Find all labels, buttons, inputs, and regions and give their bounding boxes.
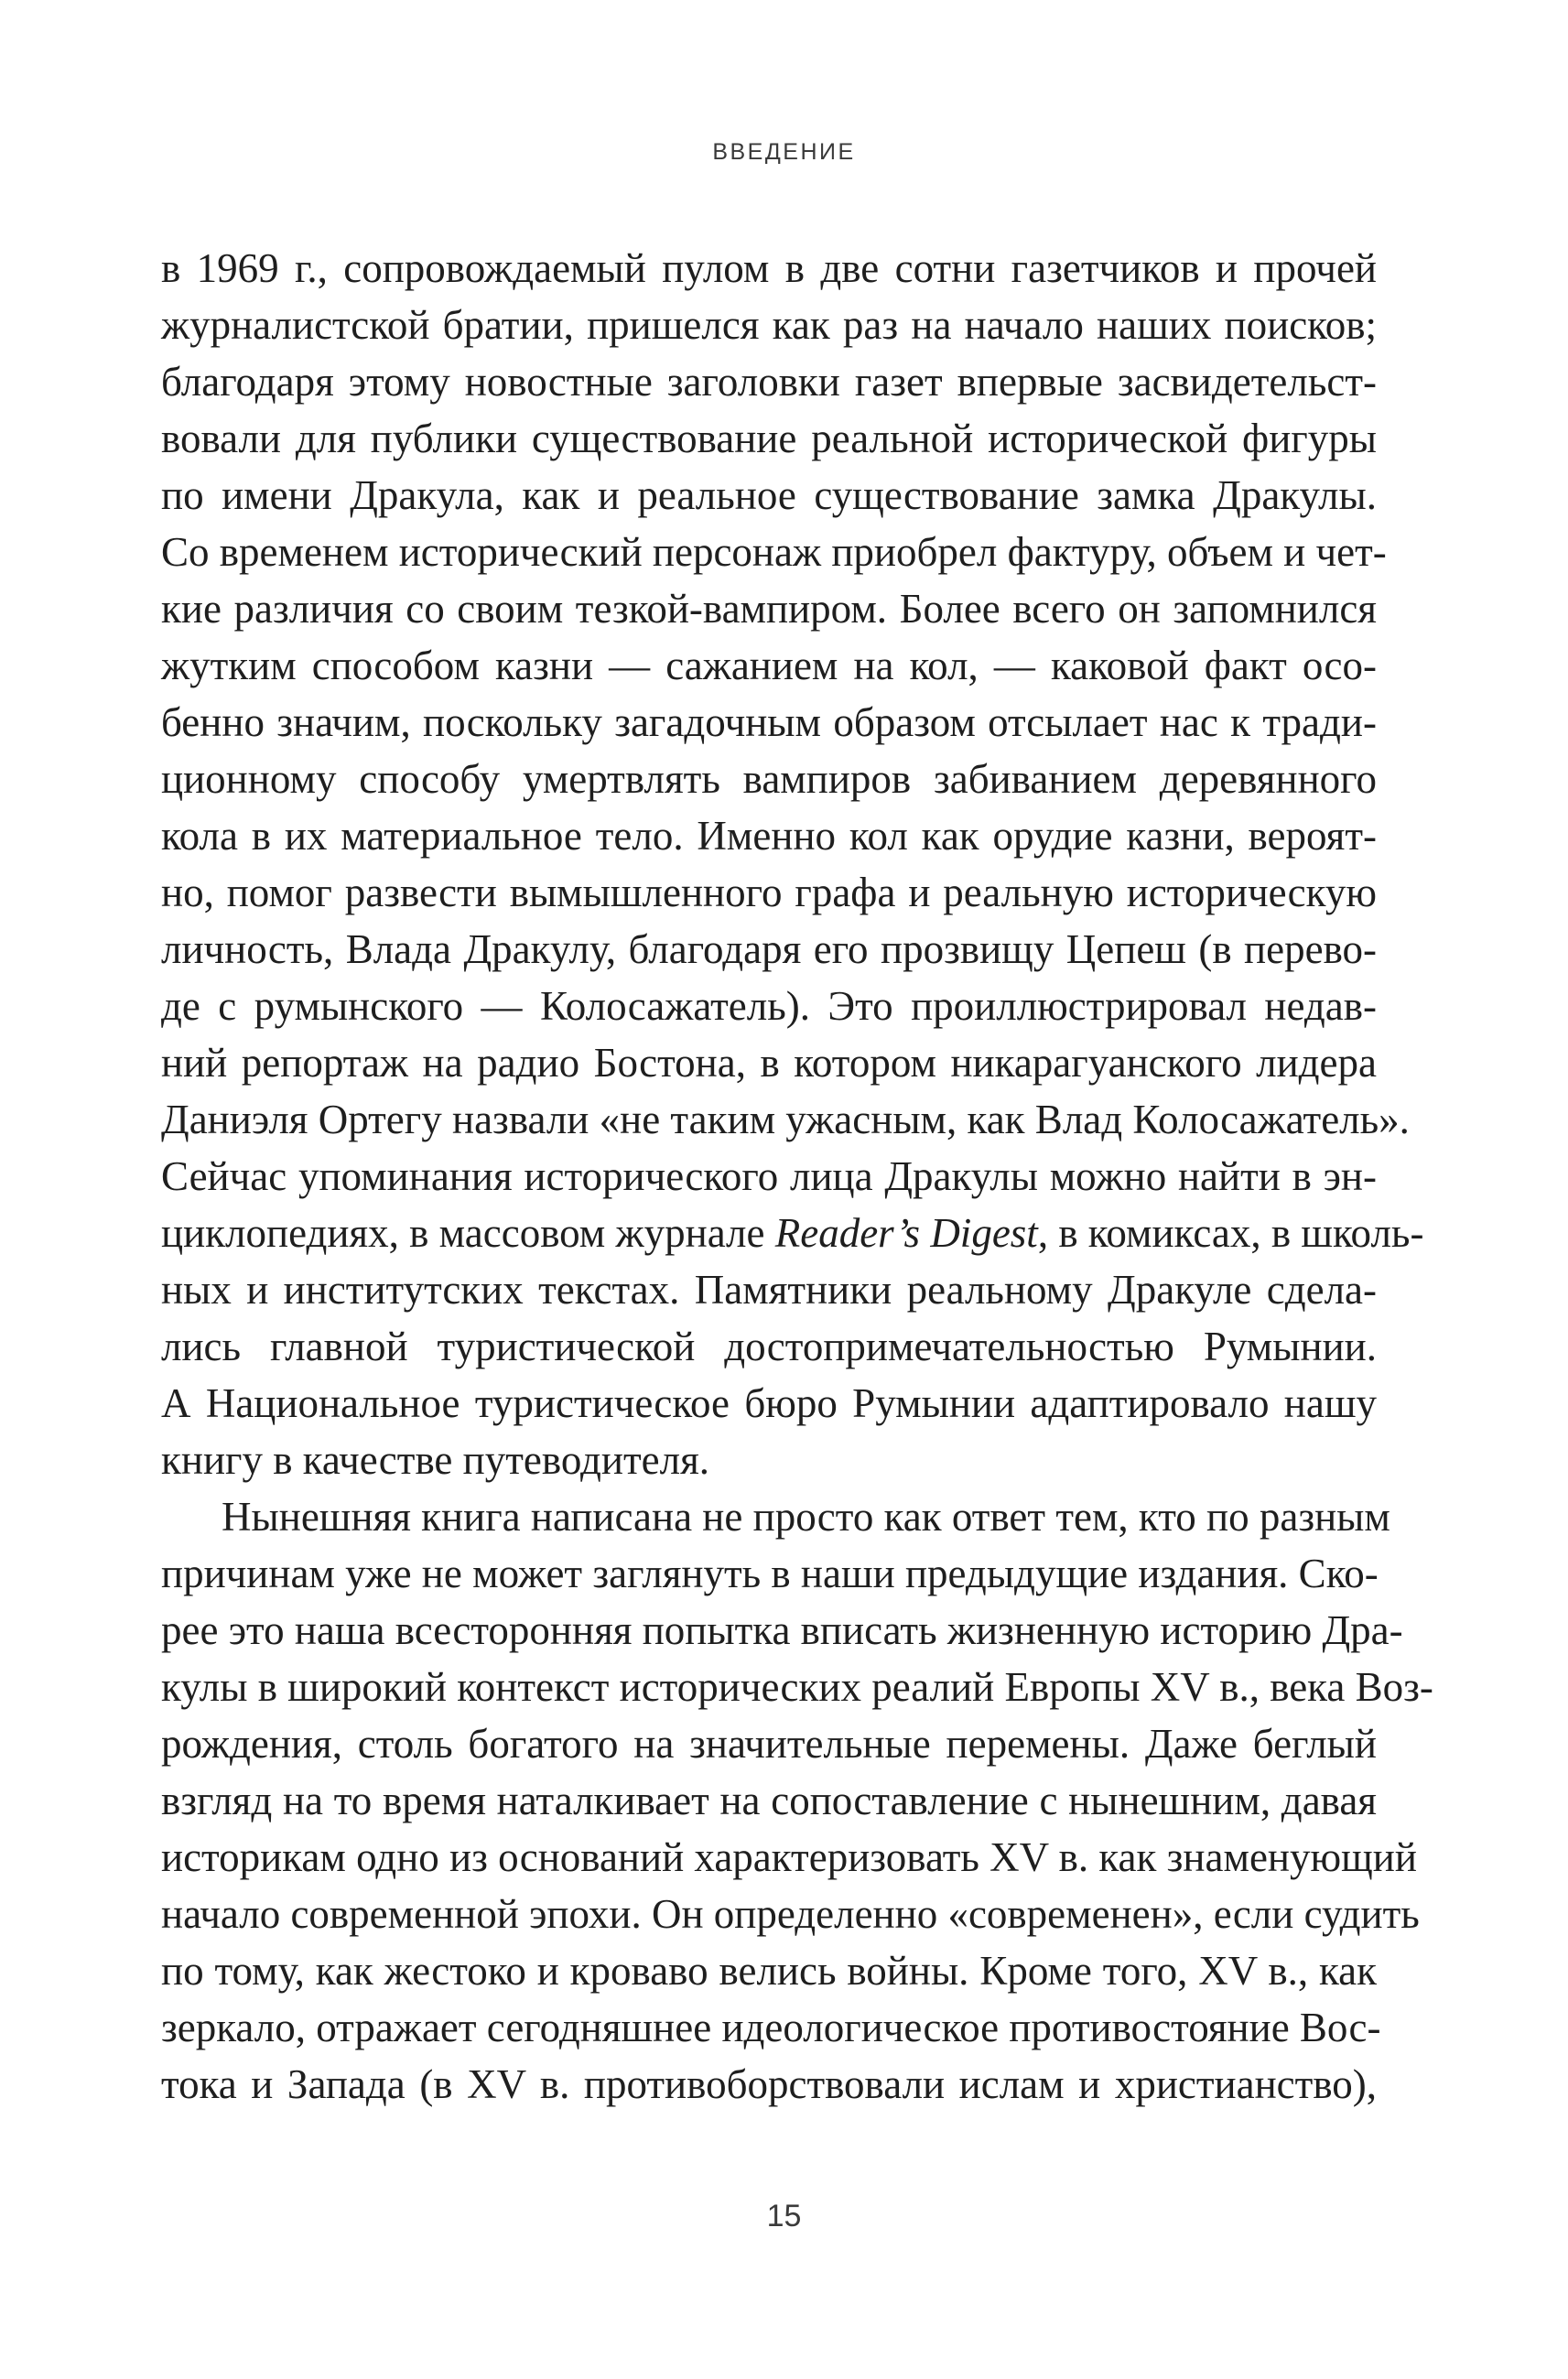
- text-line: по имени Дракула, как и реальное существование замка Дракулы.: [161, 472, 1377, 518]
- text-line: по тому, как жестоко и кроваво велись войны. Кроме того, XV в., как: [161, 1948, 1377, 1994]
- paragraph-2: [161, 1488, 1433, 2113]
- text-line: личность, Влада Дракулу, благодаря его прозвищу Цепеш (в перево-: [161, 926, 1377, 972]
- text-line: взгляд на то время наталкивает на сопоставление с нынешним, давая: [161, 1778, 1377, 1823]
- text-line: ний репортаж на радио Бостона, в котором никарагуанского лидера: [161, 1040, 1377, 1086]
- text-line: Сейчас упоминания исторического лица Дракулы можно найти в эн-: [161, 1153, 1377, 1199]
- text-run: циклопедиях, в массовом журнале: [161, 1210, 775, 1256]
- text-line: кулы в широкий контекст исторических реалий Европы XV в., века Воз-: [161, 1664, 1433, 1710]
- italic-title: Reader’s Digest: [774, 1210, 1038, 1256]
- paragraph-1: [161, 240, 1424, 1488]
- text-line: тока и Запада (в XV в. противоборствовали ислам и христианство),: [161, 2061, 1377, 2107]
- text-line: зеркало, отражает сегодняшнее идеологическое противостояние Вос-: [161, 2005, 1381, 2050]
- text-line: причинам уже не может заглянуть в наши предыдущие издания. Ско-: [161, 1551, 1379, 1596]
- running-head: ВВЕДЕНИЕ: [712, 139, 856, 165]
- text-line: А Национальное туристическое бюро Румынии адаптировало нашу: [161, 1380, 1377, 1426]
- text-line: рее это наша всесторонняя попытка вписать жизненную историю Дра-: [161, 1607, 1403, 1653]
- text-line: благодаря этому новостные заголовки газет впервые засвидетельст-: [161, 359, 1377, 405]
- text-line: ных и институтских текстах. Памятники реальному Дракуле сдела-: [161, 1267, 1377, 1313]
- text-line: книгу в качестве путеводителя.: [161, 1437, 710, 1483]
- text-run: , в комиксах, в школь-: [1037, 1210, 1424, 1256]
- text-line: начало современной эпохи. Он определенно «современен», если судить: [161, 1891, 1420, 1937]
- text-line: но, помог развести вымышленного графа и реальную историческую: [161, 870, 1377, 915]
- text-line: кие различия со своим тезкой-вампиром. Более всего он запомнился: [161, 586, 1377, 632]
- text-line: в 1969 г., сопровождаемый пулом в две сотни газетчиков и прочей: [161, 245, 1377, 291]
- text-line: [161, 1205, 1424, 1261]
- page-number: 15: [766, 2199, 802, 2233]
- text-line: журналистской братии, пришелся как раз на начало наших поисков;: [161, 302, 1377, 348]
- text-line: бенно значим, поскольку загадочным образом отсылает нас к тради-: [161, 699, 1377, 745]
- text-line: Нынешняя книга написана не просто как ответ тем, кто по разным: [222, 1494, 1390, 1540]
- text-line: де с румынского — Колосажатель). Это проиллюстрировал недав-: [161, 983, 1377, 1029]
- body-text: [161, 240, 1433, 2113]
- text-line: кола в их материальное тело. Именно кол как орудие казни, вероят-: [161, 813, 1377, 859]
- text-line: вовали для публики существование реальной исторической фигуры: [161, 416, 1377, 461]
- text-line: Со временем исторический персонаж приобрел фактуру, объем и чет-: [161, 529, 1387, 575]
- text-line: историкам одно из оснований характеризовать XV в. как знаменующий: [161, 1834, 1417, 1880]
- text-line: лись главной туристической достопримечательностью Румынии.: [161, 1324, 1377, 1369]
- text-line: жутким способом казни — сажанием на кол, — каковой факт осо-: [161, 643, 1377, 688]
- text-line: Даниэля Ортегу назвали «не таким ужасным, как Влад Колосажатель».: [161, 1097, 1410, 1142]
- text-line: ционному способу умертвлять вампиров забиванием деревянного: [161, 756, 1377, 802]
- text-line: рождения, столь богатого на значительные перемены. Даже беглый: [161, 1721, 1377, 1767]
